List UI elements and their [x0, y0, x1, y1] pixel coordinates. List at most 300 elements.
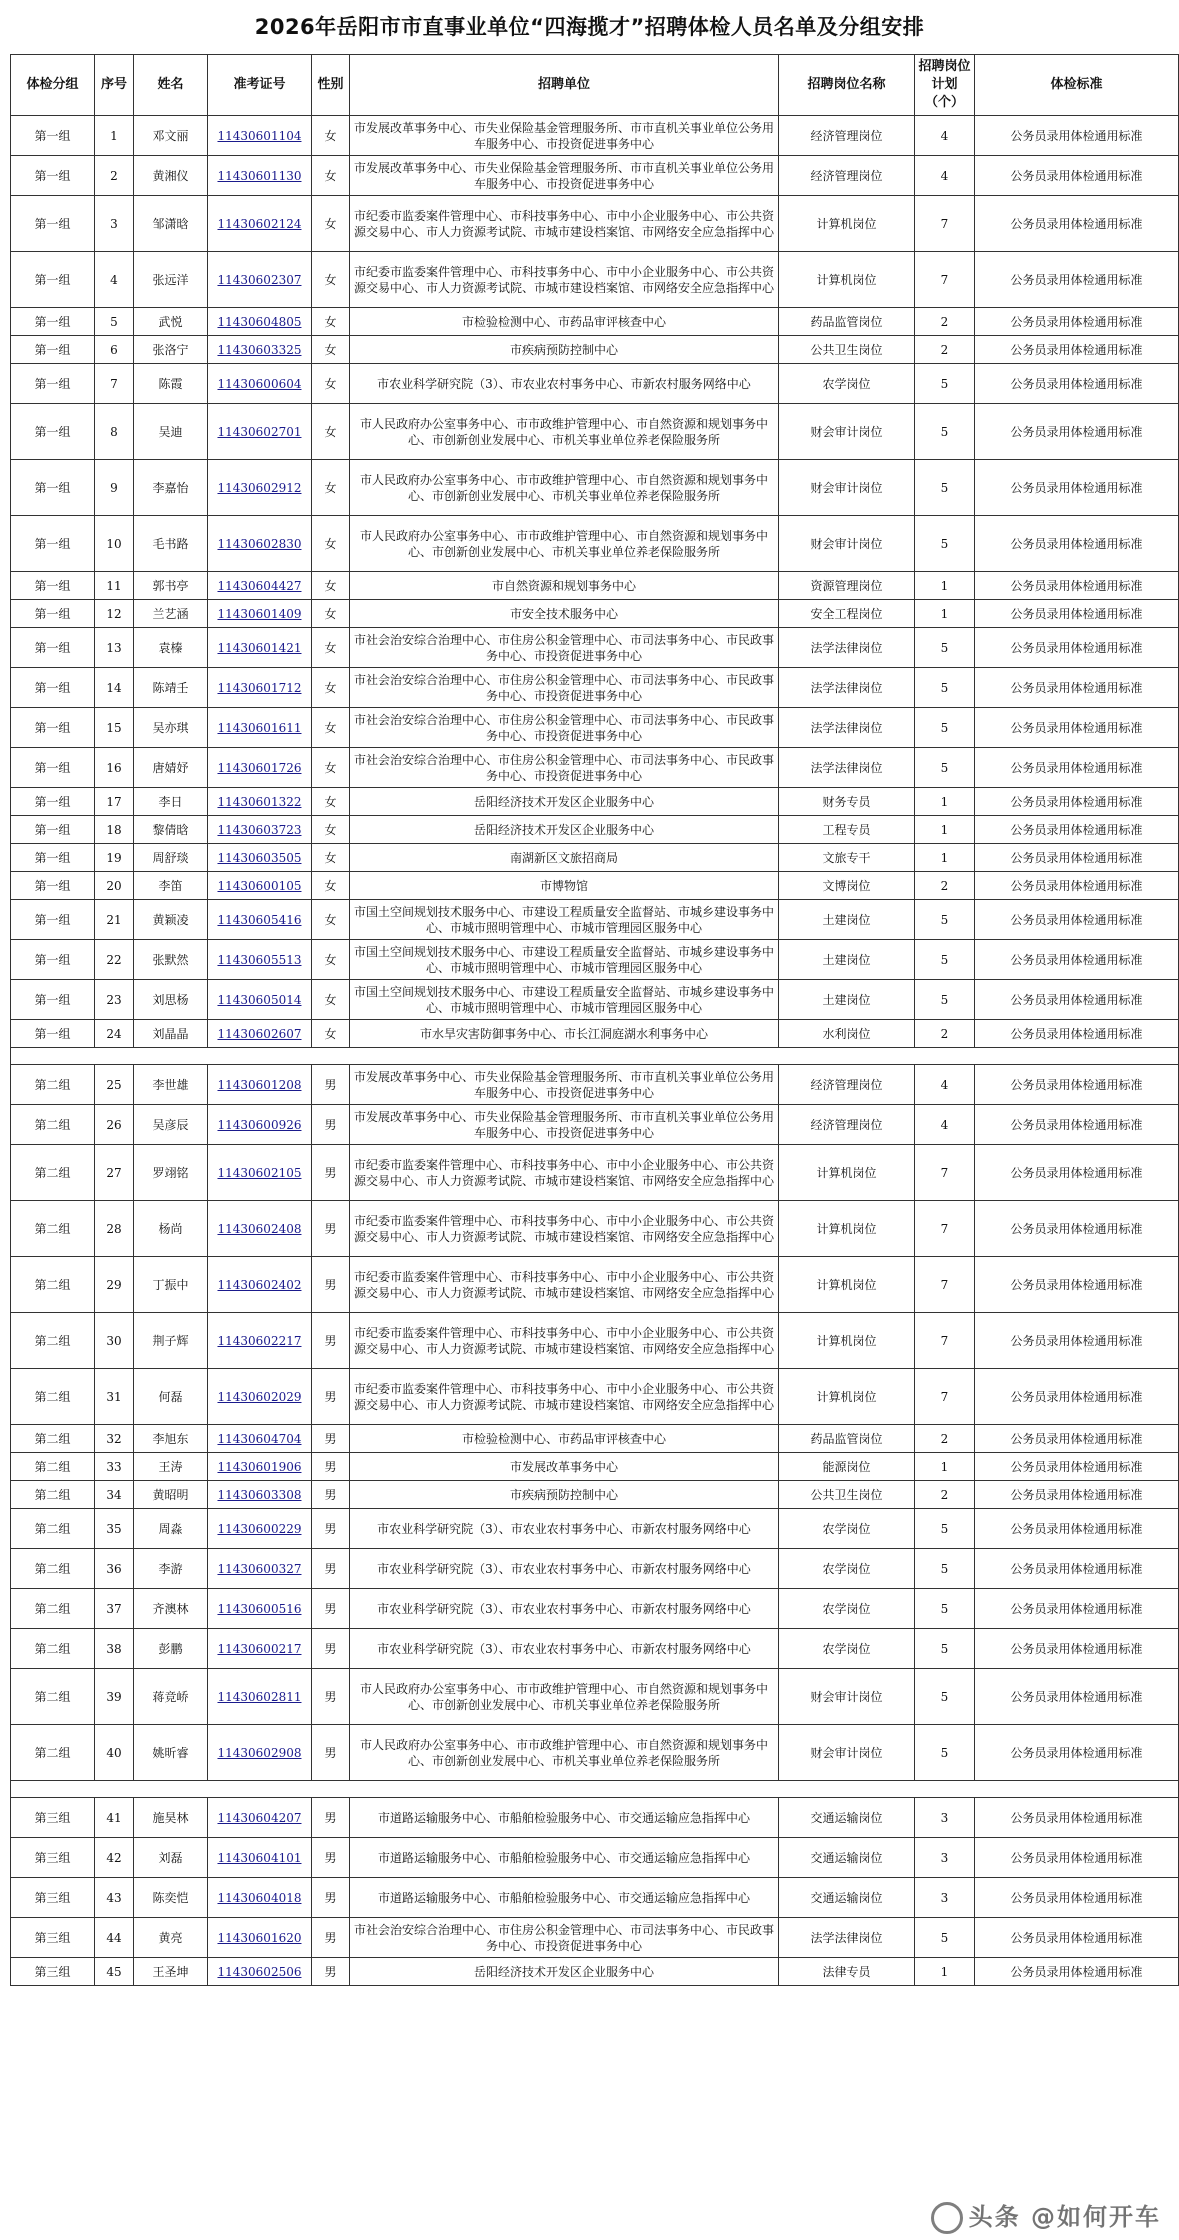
cell-standard: 公务员录用体检通用标准 — [975, 1669, 1179, 1725]
cell-gender: 女 — [312, 900, 350, 940]
cell-group: 第二组 — [11, 1257, 95, 1313]
cell-name: 黄颖凌 — [134, 900, 208, 940]
cell-exam-id — [208, 668, 312, 708]
cell-gender: 男 — [312, 1105, 350, 1145]
cell-gender: 女 — [312, 156, 350, 196]
exam-id-link[interactable]: 11430603308 — [217, 1487, 302, 1502]
table-row — [11, 1201, 1179, 1257]
cell-exam-id — [208, 900, 312, 940]
cell-plan: 5 — [915, 364, 975, 404]
exam-id-link[interactable]: 11430602912 — [217, 480, 302, 495]
table-row — [11, 900, 1179, 940]
cell-standard: 公务员录用体检通用标准 — [975, 1481, 1179, 1509]
cell-plan: 3 — [915, 1798, 975, 1838]
cell-group: 第三组 — [11, 1958, 95, 1986]
cell-standard: 公务员录用体检通用标准 — [975, 1313, 1179, 1369]
cell-unit: 市农业科学研究院（3）、市农业农村事务中心、市新农村服务网络中心 — [350, 1589, 779, 1629]
table-row — [11, 940, 1179, 980]
cell-standard: 公务员录用体检通用标准 — [975, 460, 1179, 516]
cell-name: 陈靖壬 — [134, 668, 208, 708]
cell-gender: 男 — [312, 1313, 350, 1369]
cell-seq: 12 — [95, 600, 134, 628]
cell-gender: 男 — [312, 1878, 350, 1918]
cell-group: 第一组 — [11, 460, 95, 516]
header-name: 姓名 — [134, 55, 208, 116]
exam-id-link[interactable]: 11430602217 — [217, 1333, 302, 1348]
header-post: 招聘岗位名称 — [779, 55, 915, 116]
cell-seq: 1 — [95, 116, 134, 156]
cell-seq: 27 — [95, 1145, 134, 1201]
exam-id-link[interactable]: 11430601712 — [217, 680, 302, 695]
cell-plan: 5 — [915, 708, 975, 748]
cell-name: 吴亦琪 — [134, 708, 208, 748]
table-row — [11, 516, 1179, 572]
exam-id-link[interactable]: 11430605416 — [217, 912, 302, 927]
cell-plan: 1 — [915, 600, 975, 628]
cell-gender: 男 — [312, 1509, 350, 1549]
cell-post: 能源岗位 — [779, 1453, 915, 1481]
cell-name: 吴迪 — [134, 404, 208, 460]
watermark-logo-icon — [931, 2202, 963, 2234]
cell-unit: 市发展改革事务中心、市失业保险基金管理服务所、市市直机关事业单位公务用车服务中心、市投资促进事务中心 — [350, 116, 779, 156]
cell-seq: 25 — [95, 1065, 134, 1105]
cell-gender: 女 — [312, 336, 350, 364]
cell-plan: 1 — [915, 1453, 975, 1481]
cell-gender: 女 — [312, 308, 350, 336]
cell-standard: 公务员录用体检通用标准 — [975, 1798, 1179, 1838]
cell-group: 第二组 — [11, 1549, 95, 1589]
cell-gender: 男 — [312, 1725, 350, 1781]
cell-seq: 10 — [95, 516, 134, 572]
cell-name: 陈霞 — [134, 364, 208, 404]
cell-exam-id — [208, 1798, 312, 1838]
cell-name: 杨尚 — [134, 1201, 208, 1257]
cell-name: 姚昕睿 — [134, 1725, 208, 1781]
exam-id-link[interactable]: 11430602908 — [217, 1745, 302, 1760]
cell-standard: 公务员录用体检通用标准 — [975, 628, 1179, 668]
cell-exam-id — [208, 600, 312, 628]
cell-unit: 市社会治安综合治理中心、市住房公积金管理中心、市司法事务中心、市民政事务中心、市投资促进事务中心 — [350, 1918, 779, 1958]
table-row — [11, 1878, 1179, 1918]
cell-unit: 市人民政府办公室事务中心、市市政维护管理中心、市自然资源和规划事务中心、市创新创业发展中心、市机关事业单位养老保险服务所 — [350, 516, 779, 572]
cell-standard: 公务员录用体检通用标准 — [975, 1105, 1179, 1145]
cell-exam-id — [208, 572, 312, 600]
table-row — [11, 460, 1179, 516]
cell-group: 第一组 — [11, 788, 95, 816]
cell-gender: 男 — [312, 1669, 350, 1725]
cell-plan: 7 — [915, 1369, 975, 1425]
table-row — [11, 404, 1179, 460]
exam-id-link[interactable]: 11430600229 — [217, 1521, 302, 1536]
cell-standard: 公务员录用体检通用标准 — [975, 1201, 1179, 1257]
exam-id-link[interactable]: 11430602307 — [217, 272, 302, 287]
cell-group: 第一组 — [11, 116, 95, 156]
cell-plan: 7 — [915, 1201, 975, 1257]
cell-name: 周淼 — [134, 1509, 208, 1549]
exam-id-link[interactable]: 11430603325 — [217, 342, 302, 357]
exam-id-link[interactable]: 11430601421 — [217, 640, 302, 655]
cell-exam-id — [208, 1669, 312, 1725]
cell-group: 第二组 — [11, 1425, 95, 1453]
header-unit: 招聘单位 — [350, 55, 779, 116]
cell-gender: 男 — [312, 1453, 350, 1481]
cell-name: 兰艺涵 — [134, 600, 208, 628]
table-row — [11, 1369, 1179, 1425]
exam-id-link[interactable]: 11430604018 — [217, 1890, 302, 1905]
cell-unit: 市纪委市监委案件管理中心、市科技事务中心、市中小企业服务中心、市公共资源交易中心、市人力资源考试院、市城市建设档案馆、市网络安全应急指挥中心 — [350, 1313, 779, 1369]
cell-standard: 公务员录用体检通用标准 — [975, 1145, 1179, 1201]
cell-name: 罗翊铭 — [134, 1145, 208, 1201]
cell-standard: 公务员录用体检通用标准 — [975, 1629, 1179, 1669]
cell-unit: 市国土空间规划技术服务中心、市建设工程质量安全监督站、市城乡建设事务中心、市城市照明管理中心、市城市管理园区服务中心 — [350, 980, 779, 1020]
cell-name: 李世雄 — [134, 1065, 208, 1105]
cell-plan: 2 — [915, 1481, 975, 1509]
cell-exam-id — [208, 156, 312, 196]
cell-group: 第二组 — [11, 1629, 95, 1669]
cell-post: 法学法律岗位 — [779, 628, 915, 668]
cell-unit: 市疾病预防控制中心 — [350, 1481, 779, 1509]
cell-standard: 公务员录用体检通用标准 — [975, 844, 1179, 872]
table-row — [11, 600, 1179, 628]
cell-standard: 公务员录用体检通用标准 — [975, 940, 1179, 980]
cell-exam-id — [208, 116, 312, 156]
exam-id-link[interactable]: 11430602402 — [217, 1277, 302, 1292]
cell-standard: 公务员录用体检通用标准 — [975, 900, 1179, 940]
cell-gender: 女 — [312, 460, 350, 516]
cell-post: 计算机岗位 — [779, 196, 915, 252]
cell-post: 文博岗位 — [779, 872, 915, 900]
exam-id-link[interactable]: 11430602029 — [217, 1389, 302, 1404]
cell-seq: 31 — [95, 1369, 134, 1425]
exam-id-link[interactable]: 11430604805 — [217, 314, 302, 329]
header-group: 体检分组 — [11, 55, 95, 116]
cell-group: 第一组 — [11, 980, 95, 1020]
cell-unit: 市社会治安综合治理中心、市住房公积金管理中心、市司法事务中心、市民政事务中心、市投资促进事务中心 — [350, 668, 779, 708]
cell-name: 刘磊 — [134, 1838, 208, 1878]
cell-unit: 市农业科学研究院（3）、市农业农村事务中心、市新农村服务网络中心 — [350, 1629, 779, 1669]
cell-seq: 37 — [95, 1589, 134, 1629]
exam-id-link[interactable]: 11430603505 — [217, 850, 302, 865]
cell-unit: 市人民政府办公室事务中心、市市政维护管理中心、市自然资源和规划事务中心、市创新创业发展中心、市机关事业单位养老保险服务所 — [350, 1725, 779, 1781]
cell-gender: 女 — [312, 252, 350, 308]
cell-gender: 女 — [312, 404, 350, 460]
cell-exam-id — [208, 980, 312, 1020]
cell-gender: 男 — [312, 1798, 350, 1838]
cell-plan: 4 — [915, 1105, 975, 1145]
exam-id-link[interactable]: 11430600516 — [217, 1601, 302, 1616]
cell-post: 计算机岗位 — [779, 1313, 915, 1369]
cell-group: 第一组 — [11, 156, 95, 196]
cell-plan: 3 — [915, 1878, 975, 1918]
cell-post: 计算机岗位 — [779, 1257, 915, 1313]
cell-post: 文旅专干 — [779, 844, 915, 872]
table-row — [11, 1629, 1179, 1669]
cell-group: 第一组 — [11, 572, 95, 600]
cell-post: 药品监管岗位 — [779, 308, 915, 336]
cell-seq: 7 — [95, 364, 134, 404]
cell-seq: 6 — [95, 336, 134, 364]
cell-seq: 39 — [95, 1669, 134, 1725]
cell-post: 财会审计岗位 — [779, 1725, 915, 1781]
cell-standard: 公务员录用体检通用标准 — [975, 816, 1179, 844]
cell-post: 交通运输岗位 — [779, 1878, 915, 1918]
cell-post: 资源管理岗位 — [779, 572, 915, 600]
cell-unit: 岳阳经济技术开发区企业服务中心 — [350, 1958, 779, 1986]
cell-group: 第二组 — [11, 1145, 95, 1201]
table-row — [11, 1453, 1179, 1481]
table-row — [11, 336, 1179, 364]
cell-gender: 男 — [312, 1201, 350, 1257]
exam-id-link[interactable]: 11430601611 — [217, 720, 302, 735]
cell-exam-id — [208, 1589, 312, 1629]
table-body — [11, 116, 1179, 1986]
cell-standard: 公务员录用体检通用标准 — [975, 364, 1179, 404]
exam-id-link[interactable]: 11430604101 — [217, 1850, 302, 1865]
cell-exam-id — [208, 252, 312, 308]
cell-gender: 女 — [312, 980, 350, 1020]
exam-id-link[interactable]: 11430604704 — [217, 1431, 302, 1446]
cell-post: 法学法律岗位 — [779, 748, 915, 788]
cell-standard: 公务员录用体检通用标准 — [975, 1589, 1179, 1629]
exam-id-link[interactable]: 11430601208 — [217, 1077, 302, 1092]
exam-id-link[interactable]: 11430604207 — [217, 1810, 302, 1825]
cell-group: 第一组 — [11, 404, 95, 460]
exam-id-link[interactable]: 11430600604 — [217, 376, 302, 391]
cell-seq: 29 — [95, 1257, 134, 1313]
group-separator — [11, 1781, 1179, 1798]
cell-post: 计算机岗位 — [779, 252, 915, 308]
cell-plan: 7 — [915, 1145, 975, 1201]
cell-seq: 11 — [95, 572, 134, 600]
cell-name: 李日 — [134, 788, 208, 816]
cell-unit: 市纪委市监委案件管理中心、市科技事务中心、市中小企业服务中心、市公共资源交易中心、市人力资源考试院、市城市建设档案馆、市网络安全应急指挥中心 — [350, 1257, 779, 1313]
cell-plan: 2 — [915, 872, 975, 900]
cell-exam-id — [208, 788, 312, 816]
cell-post: 计算机岗位 — [779, 1201, 915, 1257]
cell-group: 第一组 — [11, 844, 95, 872]
cell-standard: 公务员录用体检通用标准 — [975, 196, 1179, 252]
cell-unit: 市发展改革事务中心、市失业保险基金管理服务所、市市直机关事业单位公务用车服务中心、市投资促进事务中心 — [350, 1105, 779, 1145]
cell-seq: 40 — [95, 1725, 134, 1781]
cell-exam-id — [208, 460, 312, 516]
cell-seq: 14 — [95, 668, 134, 708]
cell-name: 郭书亭 — [134, 572, 208, 600]
cell-standard: 公务员录用体检通用标准 — [975, 708, 1179, 748]
cell-unit: 市道路运输服务中心、市船舶检验服务中心、市交通运输应急指挥中心 — [350, 1798, 779, 1838]
cell-exam-id — [208, 336, 312, 364]
cell-plan: 5 — [915, 1669, 975, 1725]
cell-exam-id — [208, 1145, 312, 1201]
cell-group: 第一组 — [11, 364, 95, 404]
cell-gender: 女 — [312, 940, 350, 980]
cell-seq: 2 — [95, 156, 134, 196]
table-row — [11, 708, 1179, 748]
cell-unit: 市纪委市监委案件管理中心、市科技事务中心、市中小企业服务中心、市公共资源交易中心、市人力资源考试院、市城市建设档案馆、市网络安全应急指挥中心 — [350, 196, 779, 252]
cell-group: 第一组 — [11, 252, 95, 308]
exam-id-link[interactable]: 11430601104 — [217, 128, 302, 143]
cell-seq: 23 — [95, 980, 134, 1020]
cell-seq: 32 — [95, 1425, 134, 1453]
header-exam-id: 准考证号 — [208, 55, 312, 116]
cell-plan: 5 — [915, 460, 975, 516]
cell-group: 第一组 — [11, 336, 95, 364]
exam-id-link[interactable]: 11430605513 — [217, 952, 302, 967]
cell-gender: 女 — [312, 572, 350, 600]
cell-gender: 男 — [312, 1629, 350, 1669]
cell-unit: 市发展改革事务中心、市失业保险基金管理服务所、市市直机关事业单位公务用车服务中心、市投资促进事务中心 — [350, 1065, 779, 1105]
cell-post: 经济管理岗位 — [779, 116, 915, 156]
cell-name: 施昊林 — [134, 1798, 208, 1838]
cell-plan: 1 — [915, 572, 975, 600]
cell-name: 蒋竞峤 — [134, 1669, 208, 1725]
exam-id-link[interactable]: 11430602701 — [217, 424, 302, 439]
cell-post: 计算机岗位 — [779, 1369, 915, 1425]
cell-gender: 男 — [312, 1481, 350, 1509]
exam-id-link[interactable]: 11430601322 — [217, 794, 302, 809]
exam-id-link[interactable]: 11430601409 — [217, 606, 302, 621]
cell-name: 邓文丽 — [134, 116, 208, 156]
cell-name: 刘思杨 — [134, 980, 208, 1020]
cell-standard: 公务员录用体检通用标准 — [975, 116, 1179, 156]
exam-id-link[interactable]: 11430602830 — [217, 536, 302, 551]
header-standard: 体检标准 — [975, 55, 1179, 116]
cell-plan: 2 — [915, 1425, 975, 1453]
cell-exam-id — [208, 364, 312, 404]
cell-plan: 4 — [915, 116, 975, 156]
exam-id-link[interactable]: 11430600327 — [217, 1561, 302, 1576]
cell-post: 土建岗位 — [779, 940, 915, 980]
cell-post: 公共卫生岗位 — [779, 336, 915, 364]
cell-standard: 公务员录用体检通用标准 — [975, 788, 1179, 816]
cell-group: 第一组 — [11, 196, 95, 252]
cell-seq: 42 — [95, 1838, 134, 1878]
cell-seq: 21 — [95, 900, 134, 940]
cell-unit: 市人民政府办公室事务中心、市市政维护管理中心、市自然资源和规划事务中心、市创新创业发展中心、市机关事业单位养老保险服务所 — [350, 460, 779, 516]
cell-exam-id — [208, 308, 312, 336]
cell-unit: 市疾病预防控制中心 — [350, 336, 779, 364]
cell-standard: 公务员录用体检通用标准 — [975, 1958, 1179, 1986]
table-row — [11, 1425, 1179, 1453]
exam-id-link[interactable]: 11430602506 — [217, 1964, 302, 1979]
cell-standard: 公务员录用体检通用标准 — [975, 980, 1179, 1020]
table-row — [11, 1669, 1179, 1725]
cell-exam-id — [208, 1105, 312, 1145]
cell-name: 张远洋 — [134, 252, 208, 308]
cell-unit: 市纪委市监委案件管理中心、市科技事务中心、市中小企业服务中心、市公共资源交易中心、市人力资源考试院、市城市建设档案馆、市网络安全应急指挥中心 — [350, 252, 779, 308]
exam-id-link[interactable]: 11430605014 — [217, 992, 302, 1007]
cell-gender: 男 — [312, 1838, 350, 1878]
cell-name: 黎倩晗 — [134, 816, 208, 844]
cell-name: 王圣坤 — [134, 1958, 208, 1986]
exam-id-link[interactable]: 11430601130 — [217, 168, 302, 183]
cell-group: 第一组 — [11, 708, 95, 748]
cell-seq: 20 — [95, 872, 134, 900]
cell-plan: 2 — [915, 308, 975, 336]
table-row — [11, 844, 1179, 872]
cell-unit: 市检验检测中心、市药品审评核查中心 — [350, 1425, 779, 1453]
cell-plan: 7 — [915, 196, 975, 252]
cell-seq: 43 — [95, 1878, 134, 1918]
cell-exam-id — [208, 872, 312, 900]
exam-id-link[interactable]: 11430601620 — [217, 1930, 302, 1945]
cell-exam-id — [208, 628, 312, 668]
table-row — [11, 748, 1179, 788]
cell-unit: 市检验检测中心、市药品审评核查中心 — [350, 308, 779, 336]
cell-exam-id — [208, 1313, 312, 1369]
exam-id-link[interactable]: 11430602124 — [217, 216, 302, 231]
cell-plan: 5 — [915, 1589, 975, 1629]
cell-post: 法律专员 — [779, 1958, 915, 1986]
exam-id-link[interactable]: 11430600926 — [217, 1117, 302, 1132]
table-row — [11, 252, 1179, 308]
table-header-row — [11, 55, 1179, 116]
cell-standard: 公务员录用体检通用标准 — [975, 1878, 1179, 1918]
cell-post: 法学法律岗位 — [779, 708, 915, 748]
cell-seq: 3 — [95, 196, 134, 252]
cell-plan: 1 — [915, 788, 975, 816]
cell-group: 第二组 — [11, 1201, 95, 1257]
cell-name: 李旭东 — [134, 1425, 208, 1453]
group-separator-row — [11, 1781, 1179, 1798]
exam-id-link[interactable]: 11430601906 — [217, 1459, 302, 1474]
cell-post: 农学岗位 — [779, 1589, 915, 1629]
exam-id-link[interactable]: 11430604427 — [217, 578, 302, 593]
cell-plan: 5 — [915, 1509, 975, 1549]
cell-seq: 36 — [95, 1549, 134, 1589]
watermark — [931, 2197, 1161, 2234]
header-plan: 招聘岗位计划（个） — [915, 55, 975, 116]
cell-exam-id — [208, 940, 312, 980]
cell-name: 丁振中 — [134, 1257, 208, 1313]
cell-seq: 45 — [95, 1958, 134, 1986]
cell-plan: 5 — [915, 668, 975, 708]
cell-exam-id — [208, 1725, 312, 1781]
cell-post: 经济管理岗位 — [779, 1065, 915, 1105]
cell-group: 第二组 — [11, 1105, 95, 1145]
cell-gender: 女 — [312, 516, 350, 572]
exam-id-link[interactable]: 11430602105 — [217, 1165, 302, 1180]
cell-unit: 市农业科学研究院（3）、市农业农村事务中心、市新农村服务网络中心 — [350, 1509, 779, 1549]
exam-id-link[interactable]: 11430603723 — [217, 822, 302, 837]
cell-gender: 男 — [312, 1369, 350, 1425]
cell-plan: 7 — [915, 1257, 975, 1313]
cell-plan: 5 — [915, 940, 975, 980]
exam-id-link[interactable]: 11430602607 — [217, 1026, 302, 1041]
cell-exam-id — [208, 844, 312, 872]
cell-post: 农学岗位 — [779, 364, 915, 404]
cell-plan: 5 — [915, 1725, 975, 1781]
exam-id-link[interactable]: 11430601726 — [217, 760, 302, 775]
cell-gender: 男 — [312, 1425, 350, 1453]
exam-id-link[interactable]: 11430600217 — [217, 1641, 302, 1656]
cell-plan: 5 — [915, 1918, 975, 1958]
cell-post: 水利岗位 — [779, 1020, 915, 1048]
cell-post: 财会审计岗位 — [779, 460, 915, 516]
table-row — [11, 628, 1179, 668]
cell-name: 毛书路 — [134, 516, 208, 572]
cell-seq: 26 — [95, 1105, 134, 1145]
exam-id-link[interactable]: 11430602408 — [217, 1221, 302, 1236]
cell-plan: 4 — [915, 156, 975, 196]
exam-roster-table — [10, 54, 1179, 1986]
exam-id-link[interactable]: 11430600105 — [217, 878, 302, 893]
cell-post: 经济管理岗位 — [779, 1105, 915, 1145]
cell-name: 刘晶晶 — [134, 1020, 208, 1048]
exam-id-link[interactable]: 11430602811 — [217, 1689, 302, 1704]
cell-seq: 33 — [95, 1453, 134, 1481]
cell-unit: 市社会治安综合治理中心、市住房公积金管理中心、市司法事务中心、市民政事务中心、市投资促进事务中心 — [350, 748, 779, 788]
cell-post: 公共卫生岗位 — [779, 1481, 915, 1509]
